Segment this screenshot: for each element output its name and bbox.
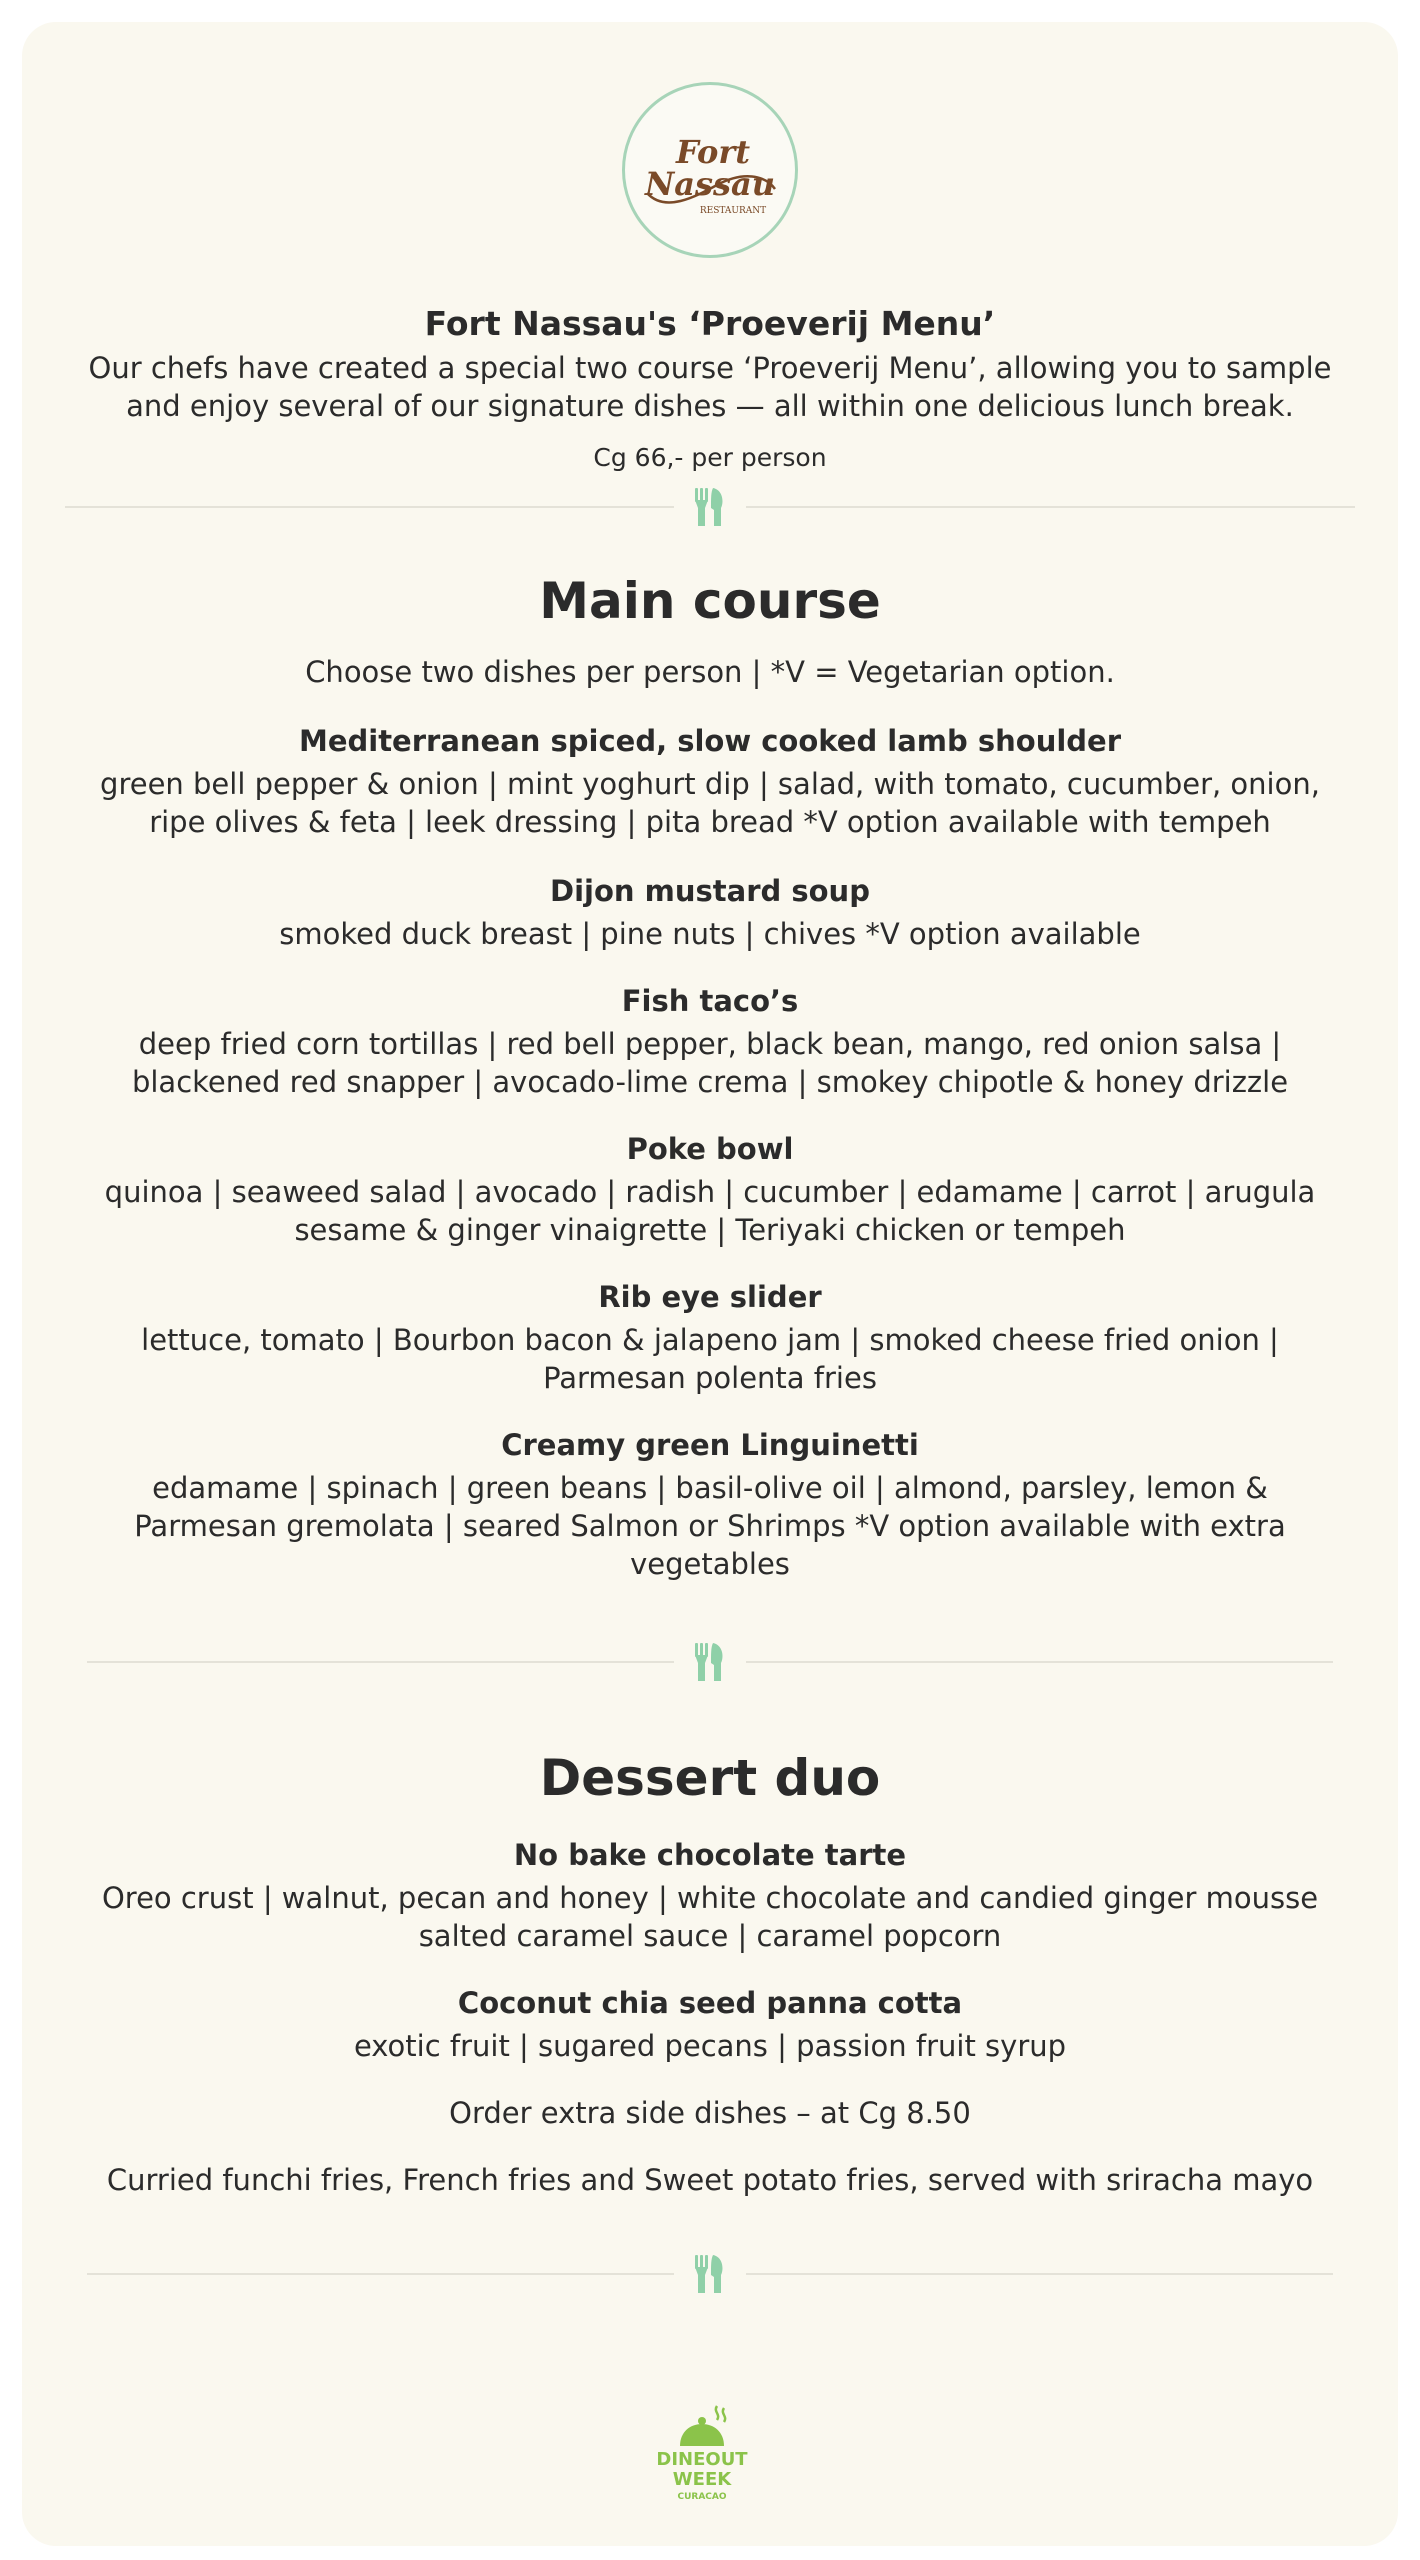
dish-name: Dijon mustard soup	[550, 874, 870, 908]
dish-chocolate-tarte	[92, 1836, 1328, 1955]
logo-text-restaurant: RESTAURANT	[699, 206, 767, 216]
dish-name: Fish taco’s	[621, 984, 799, 1018]
curacao-text: CURACAO	[677, 2492, 727, 2502]
week-text: WEEK	[672, 2469, 732, 2490]
dish-description: quinoa | seaweed salad | avocado | radish | cucumber | edamame | carrot | arugula sesame & ginger vinaigrette | Teriyaki chicken or tempeh	[104, 1175, 1316, 1247]
dish-description: green bell pepper & onion | mint yoghurt dip | salad, with tomato, cucumber, onion, ripe olives & feta | leek dressing | pita bread *V option available with tempeh	[100, 767, 1320, 839]
dish-description: exotic fruit | sugared pecans | passion fruit syrup	[353, 2029, 1067, 2063]
extra-sides-text: Curried funchi fries, French fries and Sweet potato fries, served with sriracha mayo	[106, 2163, 1314, 2197]
dish-name: Poke bowl	[626, 1132, 794, 1166]
dish-name: Coconut chia seed panna cotta	[457, 1986, 963, 2020]
dish-name: Creamy green Linguinetti	[501, 1428, 919, 1462]
cutlery-icon	[674, 1643, 746, 1681]
divider-3	[87, 2252, 1333, 2296]
divider-line	[746, 506, 1355, 508]
dish-fish-tacos	[92, 982, 1328, 1101]
menu-price: Cg 66,- per person	[593, 443, 827, 472]
cloche-knob	[698, 2417, 706, 2425]
dish-name: Mediterranean spiced, slow cooked lamb shoulder	[298, 724, 1122, 758]
restaurant-logo-wrap	[22, 82, 1398, 258]
main-course-heading: Main course	[539, 572, 881, 630]
dish-name: Rib eye slider	[598, 1280, 822, 1314]
dish-description: lettuce, tomato | Bourbon bacon & jalapeno jam | smoked cheese fried onion | Parmesan polenta fries	[141, 1323, 1279, 1395]
dish-creamy-linguinetti	[92, 1426, 1328, 1583]
extra-sides-heading: Order extra side dishes – at Cg 8.50	[449, 2096, 971, 2130]
dish-description: Oreo crust | walnut, pecan and honey | white chocolate and candied ginger mousse salted caramel sauce | caramel popcorn	[101, 1881, 1319, 1953]
logo-text-nassau: Nassau	[644, 165, 776, 203]
dineout-text: DINEOUT	[656, 2449, 748, 2470]
divider-line	[87, 1661, 674, 1663]
dish-rib-eye-slider	[92, 1278, 1328, 1397]
dish-description: smoked duck breast | pine nuts | chives *V option available	[279, 917, 1141, 951]
dish-panna-cotta	[92, 1984, 1328, 2065]
divider-line	[65, 506, 674, 508]
dish-description: edamame | spinach | green beans | basil-olive oil | almond, parsley, lemon & Parmesan gremolata | seared Salmon or Shrimps *V option available with extra vegetables	[134, 1471, 1286, 1581]
menu-title: Fort Nassau's ‘Proeverij Menu’	[424, 304, 996, 343]
menu-intro-text: Our chefs have created a special two course ‘Proeverij Menu’, allowing you to sample and enjoy several of our signature dishes — all within one delicious lunch break.	[88, 351, 1332, 423]
dish-lamb-shoulder	[92, 722, 1328, 841]
restaurant-logo	[622, 82, 798, 258]
dineout-week-logo-wrap	[22, 2402, 1398, 2512]
menu-card	[22, 22, 1398, 2546]
logo-text-fort: Fort	[676, 133, 750, 171]
cloche-icon	[680, 2424, 724, 2446]
cutlery-icon	[674, 488, 746, 526]
divider-line	[746, 1661, 1333, 1663]
steam-icon	[723, 2408, 725, 2422]
fort-nassau-logo-graphic	[625, 85, 795, 255]
divider-1	[65, 485, 1355, 529]
dish-dijon-soup	[92, 872, 1328, 953]
main-course-note: Choose two dishes per person | *V = Vegetarian option.	[305, 655, 1115, 689]
dessert-heading: Dessert duo	[539, 1749, 881, 1807]
divider-line	[746, 2273, 1333, 2275]
steam-icon	[716, 2406, 718, 2420]
dish-description: deep fried corn tortillas | red bell pepper, black bean, mango, red onion salsa | blackened red snapper | avocado-lime crema | smokey chipotle & honey drizzle	[131, 1027, 1289, 1099]
dish-name: No bake chocolate tarte	[513, 1838, 907, 1872]
divider-line	[87, 2273, 674, 2275]
dineout-week-logo	[655, 2402, 765, 2512]
cutlery-icon	[674, 2255, 746, 2293]
divider-2	[87, 1640, 1333, 1684]
dish-poke-bowl	[92, 1130, 1328, 1249]
